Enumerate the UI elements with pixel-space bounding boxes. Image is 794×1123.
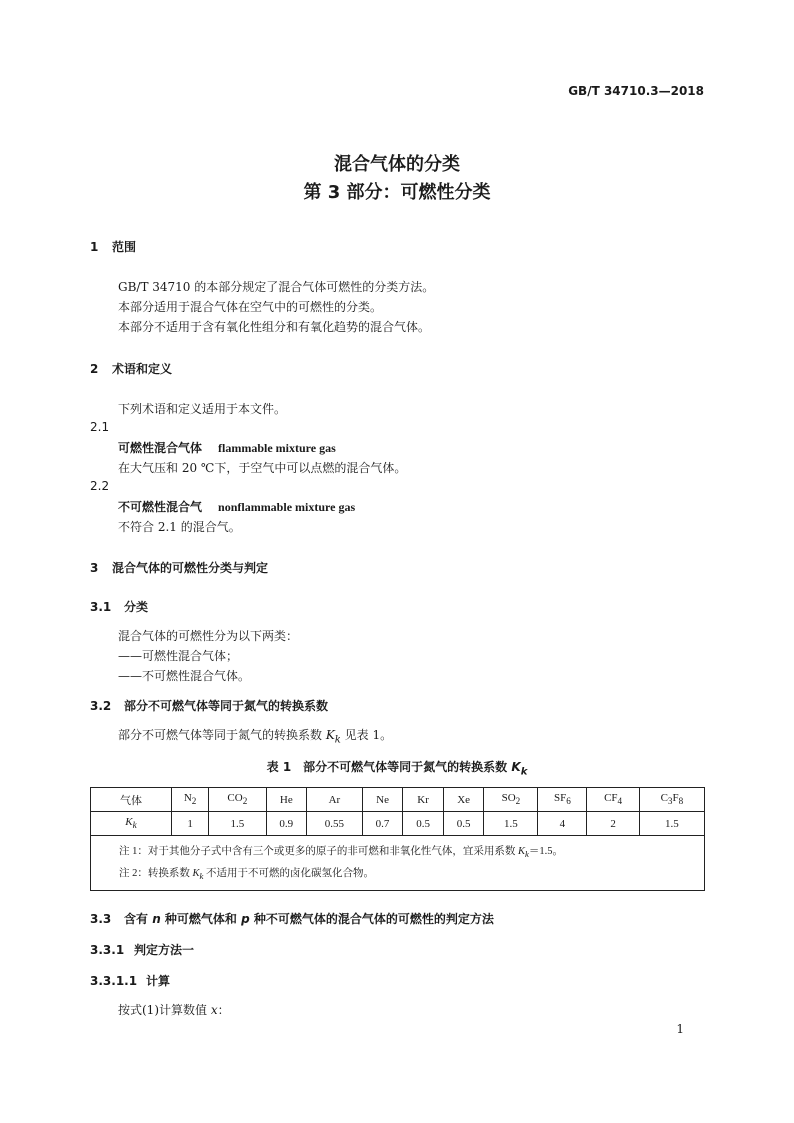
note-text: ＝1.5。	[528, 846, 564, 857]
symbol-k: K	[192, 868, 200, 880]
section-3-2-heading	[90, 697, 328, 714]
table-row	[91, 812, 705, 836]
section-number: 3.3	[90, 912, 112, 926]
section-3-heading	[90, 559, 268, 576]
section-2-intro: 下列术语和定义适用于本文件。	[118, 402, 287, 416]
term-en: nonflammable mixture gas	[218, 500, 356, 514]
gas-formula: F	[672, 792, 679, 805]
gas-formula: C	[660, 792, 668, 805]
symbol-p: p	[241, 912, 250, 926]
gas-cell	[266, 788, 307, 812]
value-cell: 1.5	[639, 812, 704, 836]
section-3-1-intro: 混合气体的可燃性分为以下两类：	[118, 629, 299, 643]
symbol-x: x	[210, 1003, 218, 1017]
table-row-header: 气体	[91, 788, 172, 812]
section-3-1-heading	[90, 598, 148, 615]
doc-title-line1: 混合气体的分类	[334, 154, 460, 175]
symbol-k-subscript: k	[199, 871, 204, 882]
gas-subscript: 2	[515, 796, 521, 807]
section-number: 1	[90, 240, 99, 254]
section-3-3-1-heading	[90, 941, 194, 958]
list-item: ——可燃性混合气体；	[118, 649, 239, 663]
symbol-k: K	[125, 816, 133, 829]
gas-formula: N	[183, 792, 192, 805]
symbol-k-subscript: k	[520, 766, 528, 778]
gas-cell	[172, 788, 209, 812]
gas-cell	[484, 788, 538, 812]
gas-cell	[307, 788, 363, 812]
gas-formula: SO	[501, 792, 516, 805]
gas-formula: He	[279, 793, 293, 806]
symbol-k-subscript: k	[334, 734, 341, 746]
section-1-para-3: 本部分不适用于含有氧化性组分和有氧化趋势的混合气体。	[118, 320, 431, 334]
gas-subscript: 2	[242, 796, 248, 807]
page-number: 1	[676, 1022, 684, 1036]
section-1-heading	[90, 238, 136, 255]
value-cell: 0.5	[443, 812, 484, 836]
value-cell: 2	[587, 812, 639, 836]
table-note-2	[119, 864, 696, 886]
gas-subscript: 4	[617, 796, 623, 807]
note-text: 注 1：对于其他分子式中含有三个或更多的原子的非可燃和非氧化性气体，宜采用系数	[119, 846, 518, 857]
note-text: 注 2：转换系数	[119, 868, 193, 880]
term-2-1-number: 2.1	[90, 420, 110, 434]
table-note-1	[119, 842, 696, 864]
gas-formula: Xe	[457, 793, 471, 806]
symbol-k: K	[511, 760, 521, 774]
gas-subscript: 2	[191, 796, 197, 807]
table-caption	[0, 758, 794, 777]
table-notes-row	[91, 836, 705, 891]
note-text: 不适用于不可燃的卤化碳氢化合物。	[203, 868, 375, 880]
gas-cell	[403, 788, 444, 812]
symbol-k-subscript: k	[132, 820, 137, 831]
section-title: 范围	[112, 240, 137, 254]
section-title: 术语和定义	[112, 362, 173, 376]
gas-cell	[209, 788, 266, 812]
heading-text: 含有	[124, 912, 153, 926]
section-title: 计算	[146, 974, 171, 988]
text-run: 按式(1)计算数值	[118, 1003, 211, 1017]
text-run: 见表 1。	[340, 728, 393, 742]
section-3-3-heading	[90, 910, 494, 927]
term-2-1	[118, 439, 336, 456]
section-1-para-2: 本部分适用于混合气体在空气中的可燃性的分类。	[118, 300, 383, 314]
value-cell: 0.55	[307, 812, 363, 836]
gas-cell	[538, 788, 587, 812]
term-2-2-number: 2.2	[90, 479, 110, 493]
term-2-2	[118, 498, 355, 515]
value-cell: 4	[538, 812, 587, 836]
value-cell: 0.9	[266, 812, 307, 836]
standard-code: GB/T 34710.3—2018	[568, 84, 704, 98]
value-cell: 0.5	[403, 812, 444, 836]
caption-text: 表 1 部分不可燃气体等同于氮气的转换系数	[266, 760, 512, 774]
table-row	[91, 788, 705, 812]
value-cell: 1.5	[209, 812, 266, 836]
symbol-k: K	[325, 728, 335, 742]
value-cell: 0.7	[362, 812, 403, 836]
gas-formula: Kr	[417, 793, 429, 806]
value-cell: 1.5	[484, 812, 538, 836]
section-number: 3.3.1.1	[90, 974, 138, 988]
list-item: ——不可燃性混合气体。	[118, 669, 251, 683]
heading-text: 种可燃气体和	[160, 912, 242, 926]
gas-formula: SF	[554, 792, 567, 805]
section-title: 判定方法一	[134, 943, 195, 957]
table-notes	[91, 836, 705, 891]
gas-formula: Ne	[376, 793, 389, 806]
gas-formula: CF	[604, 792, 618, 805]
gas-formula: Ar	[328, 793, 341, 806]
term-zh: 不可燃性混合气	[118, 500, 203, 514]
doc-title-line2: 第 3 部分：可燃性分类	[303, 182, 491, 203]
section-title: 混合气体的可燃性分类与判定	[112, 561, 269, 575]
section-2-heading	[90, 360, 172, 377]
gas-cell	[639, 788, 704, 812]
gas-subscript: 8	[678, 796, 684, 807]
text-run: 部分不可燃气体等同于氮气的转换系数	[118, 728, 326, 742]
symbol-k: K	[518, 846, 526, 857]
gas-cell	[587, 788, 639, 812]
section-number: 3.3.1	[90, 943, 125, 957]
section-3-3-1-1-heading	[90, 972, 170, 989]
section-title: 分类	[124, 600, 149, 614]
table-row-header	[91, 812, 172, 836]
section-number: 3.2	[90, 699, 112, 713]
section-1-para-1: GB/T 34710 的本部分规定了混合气体可燃性的分类方法。	[118, 280, 435, 294]
conversion-factor-table	[90, 787, 705, 891]
gas-subscript: 3	[667, 796, 673, 807]
term-zh: 可燃性混合气体	[118, 441, 203, 455]
section-title: 部分不可燃气体等同于氮气的转换系数	[124, 699, 329, 713]
symbol-k-subscript: k	[525, 849, 529, 860]
term-2-1-definition: 在大气压和 20 ℃下，于空气中可以点燃的混合气体。	[118, 461, 407, 475]
section-number: 2	[90, 362, 99, 376]
heading-text: 种不可燃气体的混合气体的可燃性的判定方法	[249, 912, 494, 926]
gas-formula: CO	[227, 792, 243, 805]
text-run: ：	[217, 1003, 230, 1017]
gas-cell	[443, 788, 484, 812]
symbol-n: n	[152, 912, 161, 926]
gas-cell	[362, 788, 403, 812]
section-3-2-para	[118, 725, 392, 750]
section-number: 3.1	[90, 600, 112, 614]
term-2-2-definition: 不符合 2.1 的混合气。	[118, 520, 241, 534]
section-3-3-1-1-para	[118, 1000, 230, 1020]
section-number: 3	[90, 561, 99, 575]
term-en: flammable mixture gas	[218, 441, 336, 455]
value-cell: 1	[172, 812, 209, 836]
gas-subscript: 6	[566, 796, 571, 807]
